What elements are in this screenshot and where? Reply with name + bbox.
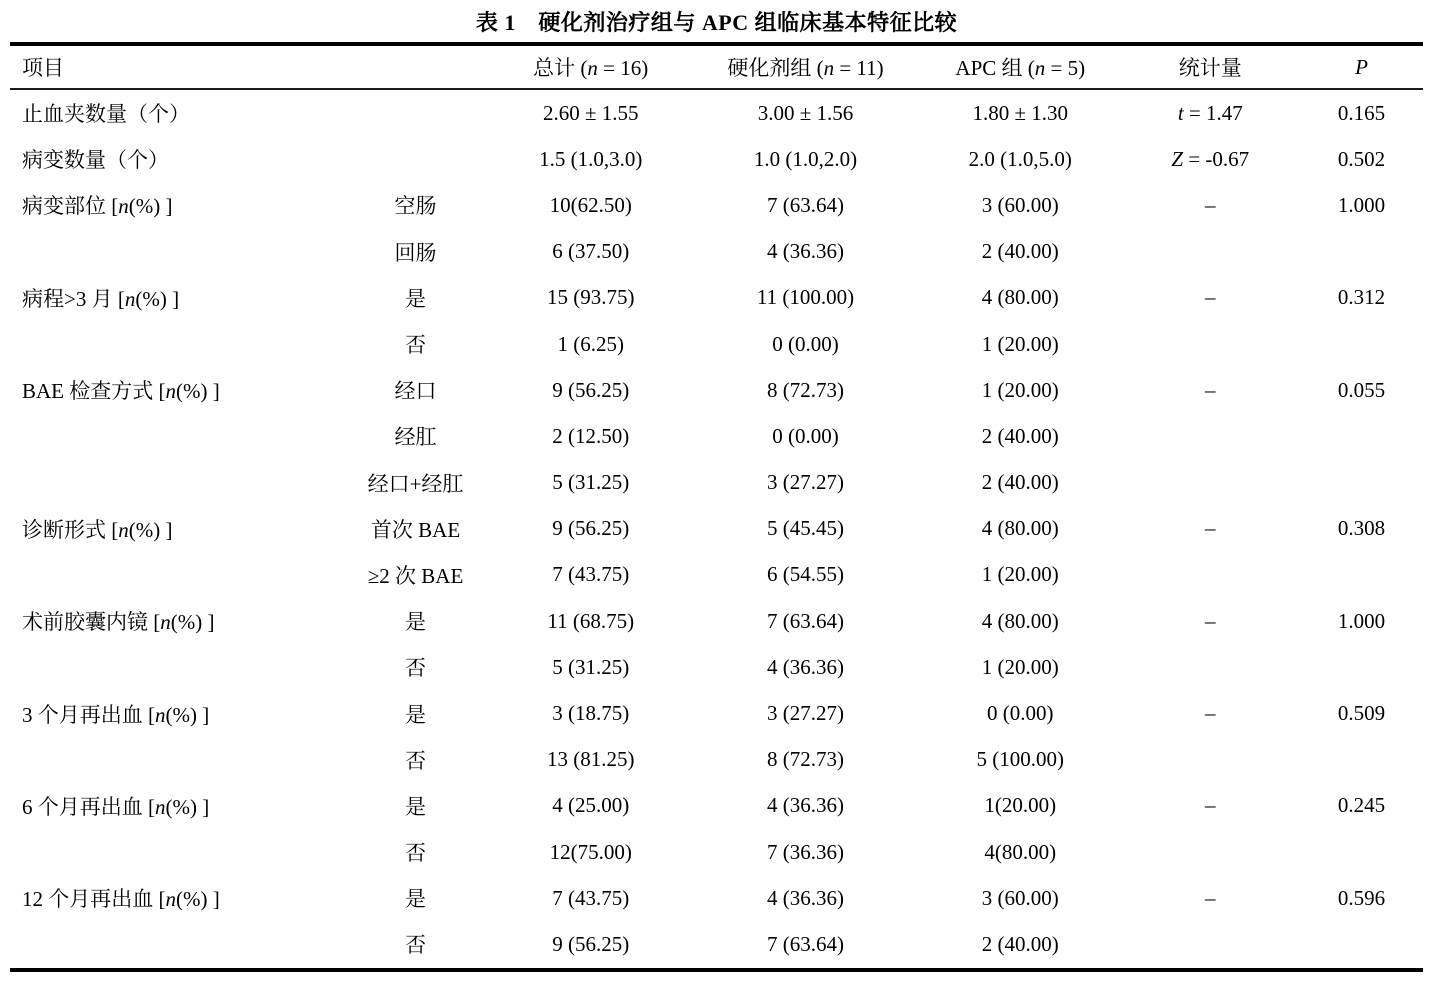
header-total: 总计 (n = 16) [533,56,649,80]
table-row [10,229,1423,275]
header-statistic: 统计量 [1178,56,1242,80]
cell-p-value: 0.165 [1337,100,1386,125]
cell-apc: 1(20.00) [984,793,1057,818]
cell-apc: 0 (0.00) [987,701,1054,726]
table-row [10,321,1423,367]
cell-sclerotherapy: 3 (27.27) [766,701,844,726]
cell-sclerotherapy: 4 (36.36) [766,793,844,818]
table-title: 表 1 硬化剂治疗组与 APC 组临床基本特征比较 [475,9,958,35]
cell-sclerotherapy: 7 (63.64) [766,192,844,217]
cell-statistic: – [1205,608,1216,633]
italic-n: n [118,194,129,219]
cell-sclerotherapy: 0 (0.00) [772,331,839,356]
cell-statistic: – [1205,377,1216,402]
cell-sclerotherapy: 0 (0.00) [772,423,839,448]
cell-apc: 3 (60.00) [981,192,1059,217]
cell-p-value: 0.509 [1337,701,1386,726]
cell-apc: 4 (80.00) [981,285,1059,310]
cell-apc: 1 (20.00) [981,654,1059,679]
header-apc-group: APC 组 (n = 5) [955,56,1086,80]
cell-total: 1.5 (1.0,3.0) [539,146,643,171]
cell-sclerotherapy: 7 (36.36) [766,839,844,864]
cell-total: 5 (31.25) [552,470,630,495]
cell-subitem: 经口+经肛 [367,471,464,496]
cell-sclerotherapy: 11 (100.00) [756,285,855,310]
cell-total: 2 (12.50) [552,423,630,448]
cell-p-value: 0.596 [1337,885,1386,910]
cell-sclerotherapy: 5 (45.45) [766,516,844,541]
cell-apc: 5 (100.00) [976,747,1064,772]
cell-p-value: 0.055 [1337,377,1386,402]
cell-apc: 1.80 ± 1.30 [972,100,1069,125]
cell-subitem: 经肛 [394,425,437,450]
cell-item: BAE 检查方式 [n(%) ] [22,379,220,404]
cell-subitem: 否 [405,841,427,866]
cell-subitem: 否 [405,748,427,773]
header-sclerotherapy-group: 硬化剂组 (n = 11) [727,56,884,80]
italic-n: n [165,379,176,404]
cell-total: 1 (6.25) [557,331,624,356]
table-row [10,275,1423,321]
cell-apc: 1 (20.00) [981,331,1059,356]
cell-total: 5 (31.25) [552,654,630,679]
table-row [10,460,1423,506]
cell-total: 10(62.50) [549,192,632,217]
cell-sclerotherapy: 3 (27.27) [766,470,844,495]
table-row [10,829,1423,875]
cell-sclerotherapy: 4 (36.36) [766,885,844,910]
cell-statistic: – [1205,885,1216,910]
cell-sclerotherapy: 4 (36.36) [766,654,844,679]
table-header-row [10,46,1423,90]
cell-apc: 2 (40.00) [981,239,1059,264]
header-p-value [1300,55,1423,80]
cell-total: 4 (25.00) [552,793,630,818]
cell-subitem: 否 [405,656,427,681]
cell-subitem: 否 [405,333,427,358]
cell-subitem: ≥2 次 BAE [367,563,464,588]
table-row [10,875,1423,921]
italic-n: n [124,286,136,311]
table-row [10,182,1423,228]
cell-apc: 4 (80.00) [981,516,1059,541]
cell-total: 2.60 ± 1.55 [542,100,639,125]
cell-apc: 4(80.00) [984,839,1057,864]
clinical-characteristics-table [10,42,1423,972]
cell-total: 7 (43.75) [552,885,630,910]
cell-item: 止血夹数量（个） [22,102,190,127]
cell-statistic: t = 1.47 [1177,100,1243,125]
cell-item: 病变数量（个） [22,148,169,173]
table-row [10,598,1423,644]
cell-p-value: 0.308 [1337,516,1386,541]
table-row [10,506,1423,552]
italic-n: n [155,702,166,727]
table-body [10,90,1423,968]
cell-apc: 3 (60.00) [981,885,1059,910]
cell-total: 12(75.00) [549,839,632,864]
cell-apc: 2 (40.00) [981,470,1059,495]
cell-apc: 4 (80.00) [981,608,1059,633]
italic-n: n [160,610,171,635]
cell-apc: 2 (40.00) [981,931,1059,956]
cell-subitem: 否 [405,933,427,958]
cell-subitem: 经口 [394,379,437,404]
cell-subitem: 是 [405,610,427,635]
cell-statistic: – [1205,793,1216,818]
cell-subitem: 是 [405,887,427,912]
italic-n: n [118,517,129,542]
cell-sclerotherapy: 8 (72.73) [766,747,844,772]
cell-total: 9 (56.25) [552,377,630,402]
cell-total: 13 (81.25) [546,747,635,772]
cell-total: 11 (68.75) [547,608,635,633]
cell-apc: 1 (20.00) [981,562,1059,587]
italic-n: n [155,794,166,819]
cell-p-value: 0.312 [1337,285,1386,310]
cell-sclerotherapy: 7 (63.64) [766,931,844,956]
cell-item: 12 个月再出血 [n(%) ] [22,887,220,912]
cell-item: 病程>3 月 [n(%) ] [22,286,180,311]
cell-statistic: – [1205,516,1216,541]
cell-total: 9 (56.25) [552,516,630,541]
cell-item: 诊断形式 [n(%) ] [22,517,173,542]
cell-total: 3 (18.75) [552,701,630,726]
cell-apc: 2 (40.00) [981,423,1059,448]
cell-total: 6 (37.50) [552,239,630,264]
cell-total: 7 (43.75) [552,562,630,587]
italic-n: n [587,56,598,80]
table-row [10,644,1423,690]
cell-subitem: 空肠 [394,194,437,219]
table-row [10,690,1423,736]
cell-apc: 1 (20.00) [981,377,1059,402]
italic-stat-symbol: Z [1171,146,1184,171]
italic-n: n [1034,56,1046,80]
table-row [10,552,1423,598]
cell-statistic: – [1205,192,1216,217]
table-row [10,136,1423,182]
cell-p-value: 1.000 [1337,192,1386,217]
cell-sclerotherapy: 4 (36.36) [766,239,844,264]
cell-p-value: 0.245 [1337,793,1386,818]
table-row [10,367,1423,413]
table-row [10,737,1423,783]
cell-statistic: Z = -0.67 [1171,146,1250,171]
italic-n: n [165,887,176,912]
cell-total: 9 (56.25) [552,931,630,956]
cell-item: 术前胶囊内镜 [n(%) ] [22,610,215,635]
cell-sclerotherapy: 6 (54.55) [766,562,844,587]
cell-subitem: 首次 BAE [370,517,461,542]
table-row [10,90,1423,136]
cell-apc: 2.0 (1.0,5.0) [968,146,1072,171]
cell-total: 15 (93.75) [546,285,635,310]
cell-item: 病变部位 [n(%) ] [22,194,173,219]
cell-statistic: – [1205,285,1216,310]
cell-item: 6 个月再出血 [n(%) ] [22,794,210,819]
table-row [10,921,1423,967]
italic-n: n [823,56,835,80]
cell-subitem: 回肠 [394,240,437,265]
cell-subitem: 是 [405,794,427,819]
italic-stat-symbol: t [1177,100,1184,125]
cell-item: 3 个月再出血 [n(%) ] [22,702,210,727]
cell-sclerotherapy: 3.00 ± 1.56 [757,100,854,125]
cell-subitem: 是 [405,702,427,727]
cell-sclerotherapy: 7 (63.64) [766,608,844,633]
cell-statistic: – [1205,701,1216,726]
header-item: 项目 [22,56,64,80]
cell-sclerotherapy: 8 (72.73) [766,377,844,402]
cell-subitem: 是 [405,286,427,311]
italic-p: P [1355,54,1368,79]
table-row [10,413,1423,459]
cell-sclerotherapy: 1.0 (1.0,2.0) [753,146,858,171]
cell-p-value: 1.000 [1337,608,1386,633]
cell-p-value: 0.502 [1337,146,1386,171]
table-row [10,783,1423,829]
